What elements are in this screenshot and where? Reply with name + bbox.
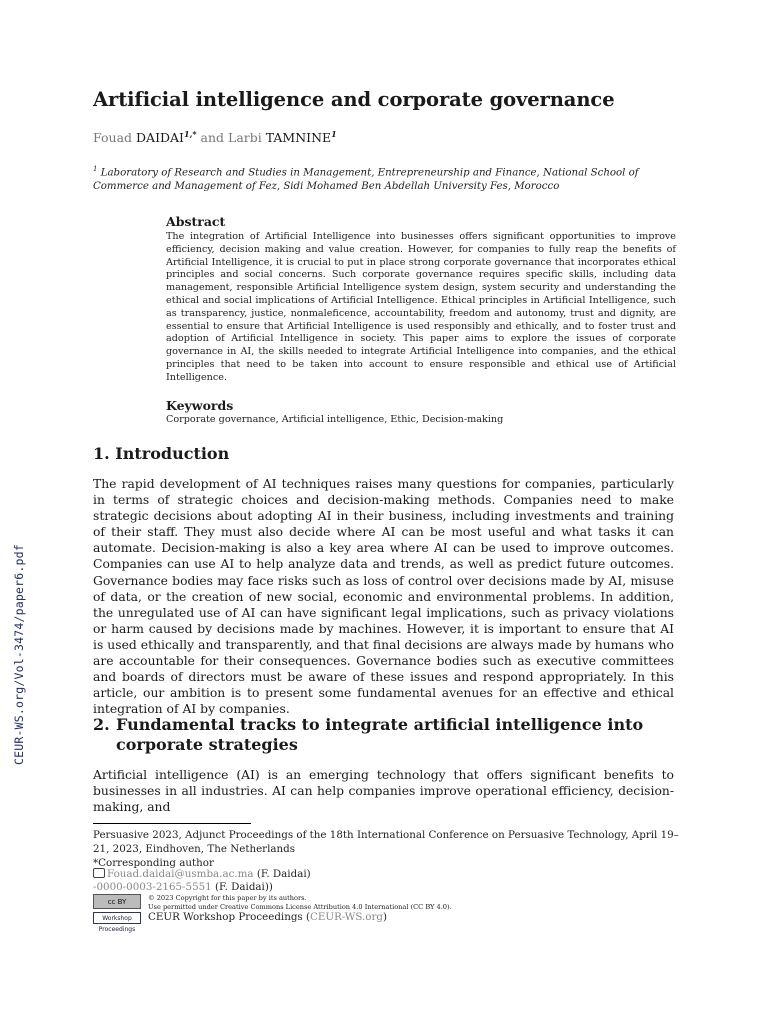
affiliation-text: Laboratory of Research and Studies in Management, Entrepreneurship and Finance, National School of Commerce and Management of Fez, Sidi Mohamed Ben Abdellah University Fes, Morocco [93,167,639,192]
affiliation-sup: 1 [93,165,98,173]
keywords-text: Corporate governance, Artificial intelligence, Ethic, Decision-making [166,414,504,425]
author2-given: Larbi [228,130,262,146]
side-url-label[interactable]: CEUR-WS.org/Vol-3474/paper6.pdf [12,544,26,765]
author1-given: Fouad [93,130,133,146]
section-2-title-line2: corporate strategies [116,735,298,754]
section-2-number: 2. [93,715,110,734]
email-link[interactable]: Fouad.daidai@usmba.ac.ma [107,868,254,880]
abstract-text: The integration of Artificial Intelligence into businesses offers significant opportunities to improve efficiency, decision making and value creation. However, for companies to fully reap the benefits of Artificial Intelligence, it is crucial to put in place strong corporate governance that incorporates ethical principles and social concerns. Such corporate governance requires specific skills, including data management, responsible Artificial Intelligence system design, system security and understanding the ethical and social implications of Artificial Intelligence. Ethical principles in Artificial Intelligence, such as transparency, justice, nonmaleficence, accountability, freedom and autonomy, trust and dignity, are essential to ensure that Artificial Intelligence is used responsibly and ethically, and to foster trust and adoption of Artificial Intelligence in society. This paper aims to explore the issues of corporate governance in AI, the skills needed to integrate Artificial Intelligence into companies, and the ethical principles that need to be taken into account to ensure responsible and ethical use of Artificial Intelligence. [166,231,676,383]
footnote-conference: Persuasive 2023, Adjunct Proceedings of the 18th International Conference on Persuasive Technology, April 19–21, 2023, Eindhoven, The Netherlands [93,829,679,856]
ceur-logo: Workshop Proceedings [93,912,141,924]
ceur-prefix: CEUR Workshop Proceedings ( [148,911,311,923]
paper-title: Artificial intelligence and corporate governance [93,88,615,111]
ceur-suffix: ) [383,911,388,923]
affiliation [93,163,683,193]
ceur-link[interactable]: CEUR-WS.org [310,911,384,923]
footnote-orcid-line [93,880,683,894]
section-2-heading [93,715,693,755]
license-text: Use permitted under Creative Commons License Attribution 4.0 International (CC BY 4.0). [148,903,452,911]
section-2-title-line1: Fundamental tracks to integrate artificial intelligence into [116,715,644,734]
footnote-rule [93,823,251,824]
section-1-title: Introduction [115,444,230,463]
abstract-heading: Abstract [166,214,226,229]
copyright-text: © 2023 Copyright for this paper by its authors. [148,894,307,902]
section-2-paragraph: Artificial intelligence (AI) is an emerging technology that offers significant benefits to businesses in all industries. AI can help companies improve operational efficiency, decision-making, and [93,768,674,815]
author2-family: TAMNINE [265,130,332,146]
keywords-heading: Keywords [166,398,234,413]
author-conjunction: and [200,130,225,146]
author2-sup: 1 [331,129,337,139]
ceur-proceedings-line [148,911,387,923]
section-1-heading [93,444,229,463]
email-icon [93,868,105,878]
author1-family: DAIDAI [136,130,184,146]
section-1-number: 1. [93,444,110,463]
orcid-owner: (F. Daidai)) [215,881,273,893]
orcid-link[interactable]: -0000-0003-2165-5551 [93,881,212,893]
author-line [93,129,337,145]
cc-by-license-badge[interactable]: cc BY [93,894,141,909]
footnote-corresponding: *Corresponding author [93,857,214,869]
email-owner: (F. Daidai) [256,868,311,880]
section-1-paragraph: The rapid development of AI techniques raises many questions for companies, particularly in terms of strategic choices and decision-making methods. Companies need to make strategic decisions about adopting AI in their business, including investments and training of their staff. They must also decide where AI can be most useful and what tasks it can automate. Decision-making is also a key area where AI can be used to improve outcomes. Companies can use AI to help analyze data and trends, as well as predict future outcomes. Governance bodies may face risks such as loss of control over decisions made by AI, misuse of data, or the creation of new social, economic and environmental problems. In addition, the unregulated use of AI can have significant legal implications, such as privacy violations or harm caused by decisions made by machines. However, it is important to ensure that AI is used ethically and transparently, and that final decisions are always made by humans who are accountable for their consequences. Governance bodies such as executive committees and boards of directors must be aware of these issues and respond appropriately. In this article, our ambition is to present some fundamental avenues for an effective and ethical integration of AI by companies. [93,477,674,717]
author1-sup: 1,* [184,129,197,139]
